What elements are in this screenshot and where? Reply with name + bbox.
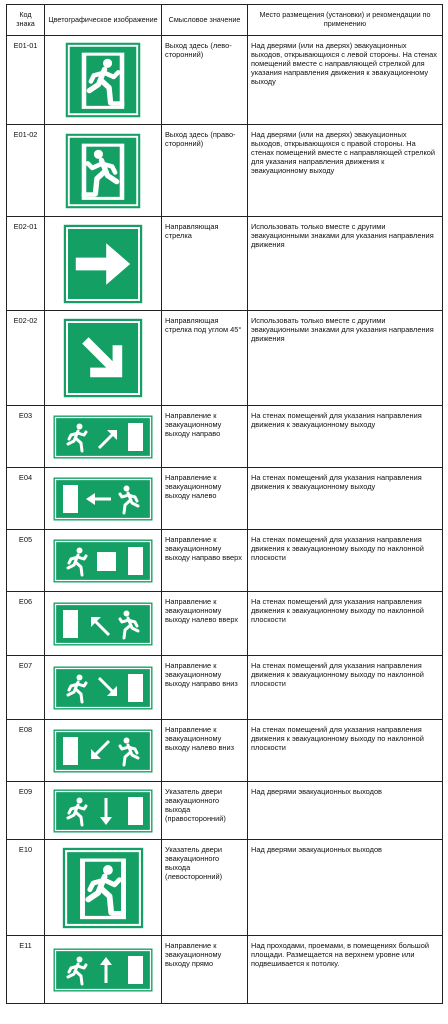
table-row (7, 468, 443, 530)
sign-image-cell (45, 217, 162, 311)
table-row (7, 217, 443, 311)
sign-image-cell (45, 311, 162, 406)
sign-code: E11 (7, 936, 45, 1004)
sign-placement: Над дверями эвакуационных выходов (248, 840, 443, 936)
sign-placement: На стенах помещений для указания направления движения к эвакуационному выходу (248, 406, 443, 468)
sign-code: E06 (7, 592, 45, 656)
exit-route-right-icon (53, 415, 153, 459)
exit-door-pointer-right-icon (53, 789, 153, 833)
sign-placement: Над дверями (или на дверях) эвакуационных выходов, открывающихся с правой стороны. На стенах помещений вместе с направляющей стрелкой для указания направления движения к эвакуационному выходу (248, 125, 443, 217)
table-row (7, 782, 443, 840)
sign-code: E05 (7, 530, 45, 592)
arrow-diagonal-down-right-icon (63, 318, 143, 398)
sign-placement: Над дверями эвакуационных выходов (248, 782, 443, 840)
sign-meaning: Направление к эвакуационному выходу направо вниз (162, 656, 248, 720)
sign-code: E03 (7, 406, 45, 468)
sign-code: E10 (7, 840, 45, 936)
sign-image-cell (45, 406, 162, 468)
exit-route-left-icon (53, 477, 153, 521)
table-row (7, 840, 443, 936)
table-header (7, 5, 443, 36)
sign-meaning: Направление к эвакуационному выходу налево (162, 468, 248, 530)
exit-running-man-right-door-icon (65, 133, 141, 209)
sign-meaning: Направление к эвакуационному выходу налево вниз (162, 720, 248, 782)
sign-image-cell (45, 840, 162, 936)
sign-meaning: Направляющая стрелка (162, 217, 248, 311)
sign-placement: На стенах помещений для указания направления движения к эвакуационному выходу по наклонной плоскости (248, 592, 443, 656)
exit-route-left-down-icon (53, 729, 153, 773)
table-row (7, 592, 443, 656)
table-row (7, 530, 443, 592)
exit-running-man-left-door-icon (65, 42, 141, 118)
sign-meaning: Направление к эвакуационному выходу прямо (162, 936, 248, 1004)
sign-placement: Использовать только вместе с другими эвакуационными знаками для указания направления движения (248, 311, 443, 406)
header-image: Цветографическое изображение (45, 5, 162, 36)
sign-meaning: Направляющая стрелка под углом 45° (162, 311, 248, 406)
sign-image-cell (45, 468, 162, 530)
sign-placement: На стенах помещений для указания направления движения к эвакуационному выходу по наклонной плоскости (248, 720, 443, 782)
sign-code: E01-01 (7, 36, 45, 125)
exit-route-straight-icon (53, 948, 153, 992)
sign-image-cell (45, 125, 162, 217)
sign-image-cell (45, 656, 162, 720)
sign-image-cell (45, 936, 162, 1004)
sign-image-cell (45, 36, 162, 125)
table-row (7, 125, 443, 217)
sign-placement: На стенах помещений для указания направления движения к эвакуационному выходу по наклонной плоскости (248, 656, 443, 720)
sign-code: E07 (7, 656, 45, 720)
header-meaning: Смысловое значение (162, 5, 248, 36)
sign-meaning: Направление к эвакуационному выходу налево вверх (162, 592, 248, 656)
sign-code: E02-02 (7, 311, 45, 406)
sign-code: E09 (7, 782, 45, 840)
sign-meaning: Выход здесь (право-сторонний) (162, 125, 248, 217)
exit-door-pointer-left-icon (62, 847, 144, 929)
sign-placement: На стенах помещений для указания направления движения к эвакуационному выходу по наклонной плоскости (248, 530, 443, 592)
sign-meaning: Указатель двери эвакуационного выхода (левосторонний) (162, 840, 248, 936)
table-row (7, 406, 443, 468)
sign-meaning: Указатель двери эвакуационного выхода (правосторонний) (162, 782, 248, 840)
table-row (7, 720, 443, 782)
sign-placement: Над дверями (или на дверях) эвакуационных выходов, открывающихся с левой стороны. На стенах помещений вместе с направляющей стрелкой для указания направления движения к эвакуационному выходу (248, 36, 443, 125)
sign-code: E04 (7, 468, 45, 530)
table-row (7, 936, 443, 1004)
sign-placement: Использовать только вместе с другими эвакуационными знаками для указания направления движения (248, 217, 443, 311)
sign-image-cell (45, 592, 162, 656)
sign-code: E08 (7, 720, 45, 782)
exit-route-right-down-icon (53, 666, 153, 710)
exit-route-left-up-icon (53, 602, 153, 646)
evacuation-signs-table (6, 4, 443, 1004)
sign-image-cell (45, 530, 162, 592)
sign-meaning: Направление к эвакуационному выходу направо вверх (162, 530, 248, 592)
table-row (7, 656, 443, 720)
table-row (7, 36, 443, 125)
sign-image-cell (45, 782, 162, 840)
exit-route-right-up-icon (53, 539, 153, 583)
header-code: Код знака (7, 5, 45, 36)
sign-placement: Над проходами, проемами, в помещениях большой площади. Размещается на верхнем уровне или подвешивается к потолку. (248, 936, 443, 1004)
sign-image-cell (45, 720, 162, 782)
sign-meaning: Выход здесь (лево-сторонний) (162, 36, 248, 125)
sign-meaning: Направление к эвакуационному выходу направо (162, 406, 248, 468)
header-placement: Место размещения (установки) и рекомендации по применению (248, 5, 443, 36)
sign-code: E01-02 (7, 125, 45, 217)
table-row (7, 311, 443, 406)
sign-code: E02-01 (7, 217, 45, 311)
sign-placement: На стенах помещений для указания направления движения к эвакуационному выходу (248, 468, 443, 530)
arrow-right-icon (63, 224, 143, 304)
